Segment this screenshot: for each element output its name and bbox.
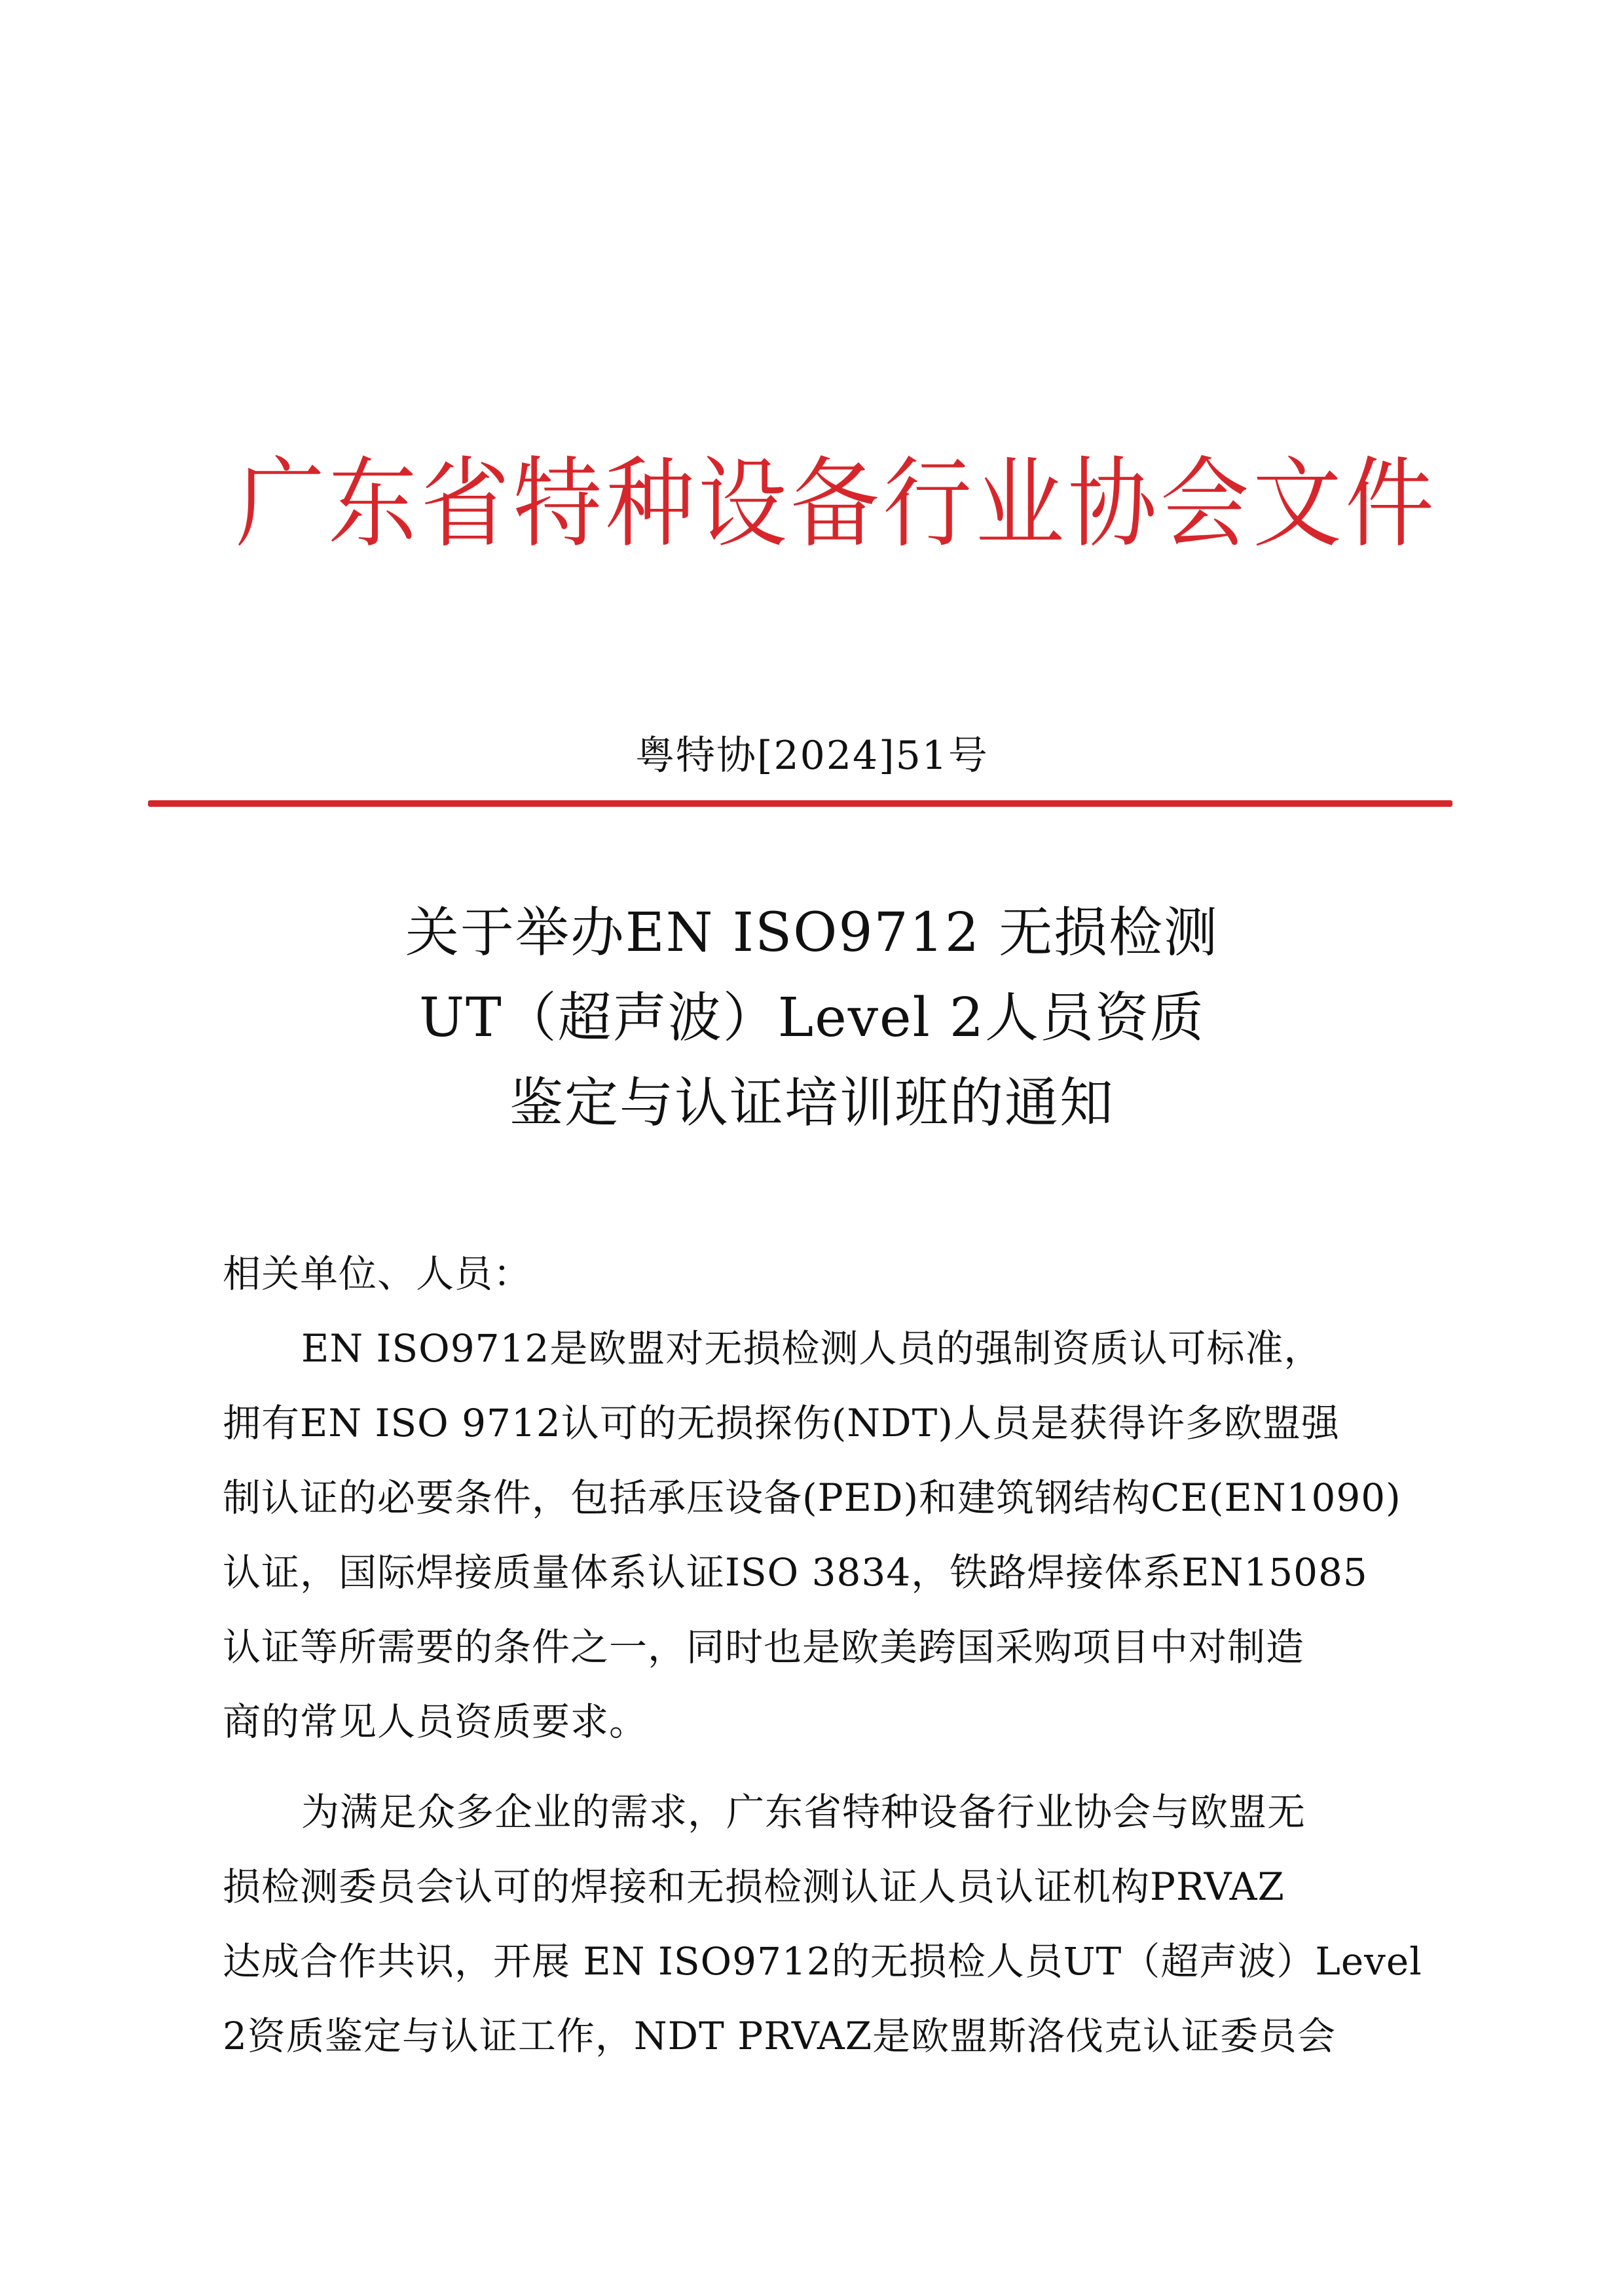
- paragraph-gap: [223, 1759, 1434, 1775]
- paragraph-line: 达成合作共识，开展 EN ISO9712的无损检人员UT（超声波）Level: [223, 1939, 1422, 1984]
- paragraph-line: 拥有EN ISO 9712认可的无损探伤(NDT)人员是获得许多欧盟强: [223, 1401, 1340, 1445]
- paragraph-line: 认证等所需要的条件之一，同时也是欧美跨国采购项目中对制造: [223, 1625, 1305, 1669]
- document-number: 粤特协[2024]51号: [635, 733, 989, 779]
- organization-title: 广东省特种设备行业协会文件: [236, 447, 1438, 561]
- paragraph-line: 商的常见人员资质要求。: [223, 1699, 648, 1744]
- paragraph-line: 2资质鉴定与认证工作，NDT PRVAZ是欧盟斯洛伐克认证委员会: [223, 2014, 1337, 2058]
- paragraph-line: 为满足众多企业的需求，广东省特种设备行业协会与欧盟无: [301, 1790, 1306, 1834]
- paragraph-line: 认证，国际焊接质量体系认证ISO 3834，铁路焊接体系EN15085: [223, 1550, 1368, 1595]
- red-separator-line: [148, 800, 1452, 807]
- paragraph-line: 损检测委员会认可的焊接和无损检测认证人员认证机构PRVAZ: [223, 1864, 1285, 1909]
- notice-body: [223, 1236, 1434, 2073]
- notice-title-line: 鉴定与认证培训班的通知: [509, 1072, 1115, 1134]
- notice-title-line: 关于举办EN ISO9712 无损检测: [405, 902, 1219, 964]
- paragraph-line: EN ISO9712是欧盟对无损检测人员的强制资质认可标准，: [301, 1326, 1323, 1371]
- notice-title: [0, 891, 1624, 1146]
- notice-title-line: UT（超声波）Level 2人员资质: [418, 987, 1206, 1049]
- paragraph-line: 制认证的必要条件，包括承压设备(PED)和建筑钢结构CE(EN1090): [223, 1475, 1401, 1520]
- salutation: 相关单位、人员：: [223, 1251, 532, 1296]
